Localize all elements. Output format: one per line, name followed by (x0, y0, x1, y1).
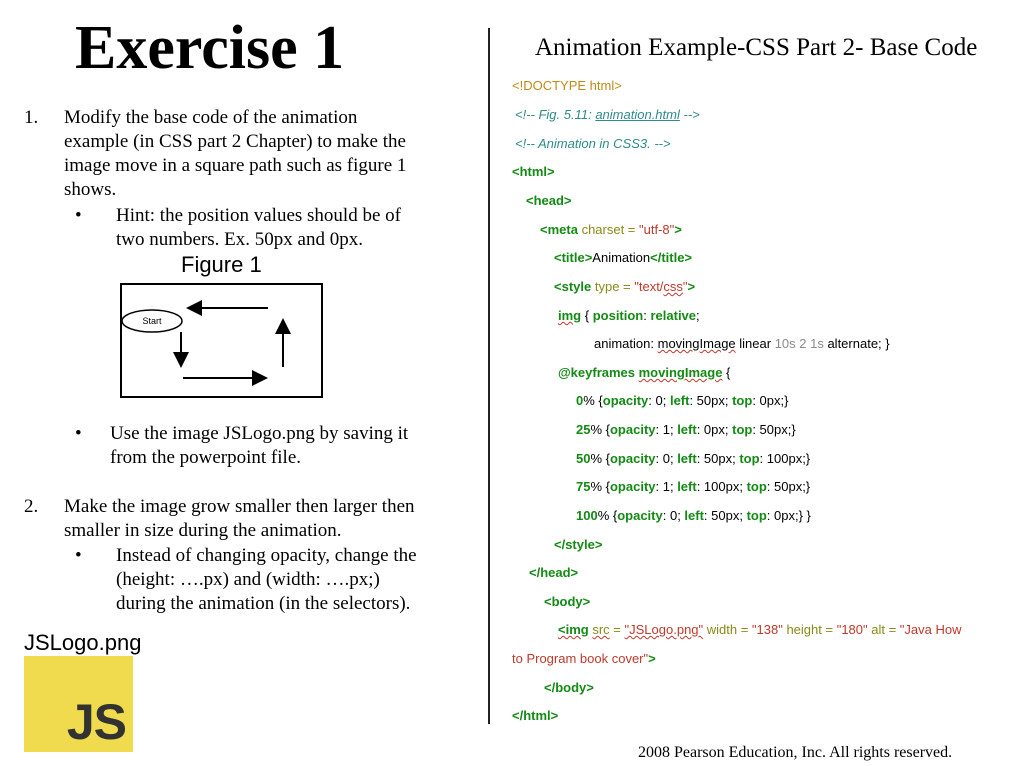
bullet: • (75, 545, 82, 566)
code-line-img-tag: <img src = "JSLogo.png" width = "138" height = "180" alt = "Java How (558, 622, 962, 637)
item-line: image move in a square path such as figure 1 (64, 155, 407, 176)
figure-label: Figure 1 (181, 252, 262, 277)
base-code-title: Animation Example-CSS Part 2- Base Code (535, 34, 978, 61)
item-line: smaller in size during the animation. (64, 520, 342, 541)
code-line-html-close: </html> (512, 708, 559, 723)
bullet-line: Use the image JSLogo.png by saving it (110, 423, 409, 444)
code-line-style-open: <style type = "text/css"> (554, 279, 696, 294)
code-line-html-open: <html> (512, 164, 555, 179)
code-line-head-open: <head> (526, 193, 572, 208)
item-line: Make the image grow smaller then larger then (64, 496, 415, 517)
bullet-line: during the animation (in the selectors). (116, 593, 411, 614)
copyright-notice: 2008 Pearson Education, Inc. All rights reserved. (618, 744, 953, 761)
code-line-kf-100: 100% {opacity: 0; left: 50px; top: 0px;} } (576, 508, 811, 523)
bullet: • (75, 205, 82, 226)
code-line-kf-75: 75% {opacity: 1; left: 100px; top: 50px;} (576, 479, 811, 494)
start-label: Start (142, 316, 162, 326)
item-line: shows. (64, 179, 117, 200)
code-line-body-open: <body> (544, 594, 591, 609)
item-number: 1. (24, 107, 39, 128)
item-number: 2. (24, 496, 39, 517)
bullet: • (75, 423, 82, 444)
hint-line: Hint: the position values should be of (116, 205, 401, 226)
code-line-title: <title>Animation</title> (554, 250, 693, 265)
code-line-doctype: <!DOCTYPE html> (512, 78, 622, 93)
code-line-kf-25: 25% {opacity: 1; left: 0px; top: 50px;} (576, 422, 796, 437)
code-line-kf-50: 50% {opacity: 0; left: 50px; top: 100px;} (576, 451, 811, 466)
bullet-line: (height: ….px) and (width: ….px;) (116, 569, 380, 590)
code-line-style-close: </style> (554, 537, 603, 552)
bullet-use-image (0, 422, 480, 472)
item-line: Modify the base code of the animation (64, 107, 358, 128)
code-line-img-rule: img { position: relative; (558, 308, 700, 323)
exercise-item-2 (0, 495, 480, 620)
square-path-figure (118, 282, 326, 400)
code-line-head-close: </head> (529, 565, 579, 580)
code-line-kf-0: 0% {opacity: 0; left: 50px; top: 0px;} (576, 393, 789, 408)
code-line-keyframes: @keyframes movingImage { (558, 365, 731, 380)
exercise-title: Exercise 1 (75, 14, 345, 82)
code-line-comment-2: <!-- Animation in CSS3. --> (515, 136, 671, 151)
code-line-img-tag-cont: to Program book cover"> (512, 651, 656, 666)
code-line-meta: <meta charset = "utf-8"> (540, 222, 682, 237)
item-line: example (in CSS part 2 Chapter) to make the (64, 131, 406, 152)
bullet-line: Instead of changing opacity, change the (116, 545, 417, 566)
figure-frame (121, 284, 322, 397)
js-logo-image (24, 656, 133, 752)
bullet-line: from the powerpoint file. (110, 447, 302, 468)
code-line-body-close: </body> (544, 680, 594, 695)
code-line-comment-1: <!-- Fig. 5.11: animation.html --> (515, 107, 700, 122)
column-divider (488, 28, 490, 724)
exercise-item-1 (0, 106, 480, 250)
jslogo-label: JSLogo.png (24, 630, 142, 655)
js-logo-text: JS (66, 694, 126, 750)
code-line-animation: animation: movingImage linear 10s 2 1s alternate; } (594, 336, 890, 351)
hint-line: two numbers. Ex. 50px and 0px. (116, 229, 363, 250)
